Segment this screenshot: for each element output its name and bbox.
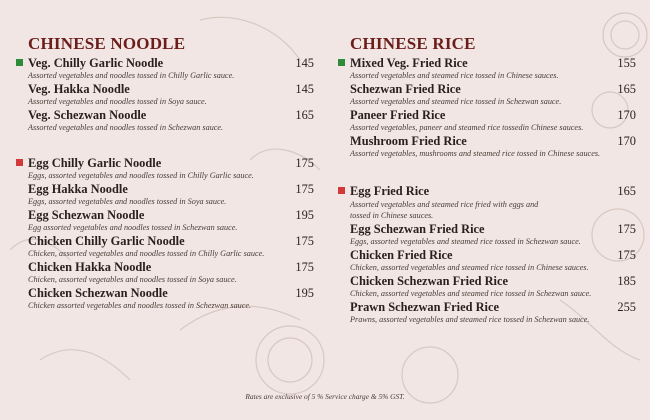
item-name: Veg. Schezwan Noodle	[28, 108, 147, 122]
item-price: 175	[295, 182, 314, 196]
item-description: Assorted vegetables, paneer and steamed rice tossedin Chinese sauces.	[350, 123, 584, 132]
item-price: 155	[617, 56, 636, 70]
noodle-bowl-illustration	[256, 326, 324, 394]
veg-marker-icon	[16, 59, 23, 66]
menu-item	[336, 134, 636, 160]
item-description: Eggs, assorted vegetables and noodles tossed in Chilly Garlic sauce.	[28, 171, 254, 180]
item-name: Mushroom Fried Rice	[350, 134, 467, 148]
section-title-noodle: CHINESE NOODLE	[28, 34, 186, 53]
item-description: Assorted vegetables, mushrooms and steamed rice tossed in Chinese sauces.	[350, 149, 601, 158]
menu-item	[336, 56, 636, 82]
menu-item	[336, 82, 636, 108]
item-price: 175	[295, 260, 314, 274]
item-description: Assorted vegetables and noodles tossed in Schezwan sauce.	[28, 123, 224, 132]
item-name: Egg Hakka Noodle	[28, 182, 128, 196]
item-description: Assorted vegetables and steamed rice tossed in Chinese sauces.	[350, 71, 559, 80]
menu-item	[336, 248, 636, 274]
item-price: 175	[295, 156, 314, 170]
footer-note: Rates are exclusive of 5 % Service charge & 5% GST.	[245, 392, 405, 401]
item-name: Chicken Schezwan Noodle	[28, 286, 168, 300]
menu-item	[14, 208, 314, 234]
menu-item	[14, 260, 314, 286]
item-description: Chicken, assorted vegetables and steamed rice tossed in Chinese sauces.	[350, 263, 589, 272]
item-description: Chicken, assorted vegetables and noodles tossed in Soya sauce.	[28, 275, 237, 284]
item-description: Chicken, assorted vegetables and steamed rice tossed in Schezwan sauce.	[350, 289, 592, 298]
item-name: Egg Schezwan Fried Rice	[350, 222, 485, 236]
item-description: Eggs, assorted vegetables and steamed rice tossed in Schezwan sauce.	[350, 237, 581, 246]
section-title-rice: CHINESE RICE	[350, 34, 476, 53]
item-price: 255	[617, 300, 636, 314]
item-name: Veg. Chilly Garlic Noodle	[28, 56, 164, 70]
item-price: 195	[295, 208, 314, 222]
menu-item	[14, 286, 314, 312]
item-price: 185	[617, 274, 636, 288]
menu-item	[336, 274, 636, 300]
item-name: Chicken Fried Rice	[350, 248, 453, 262]
veg-marker-icon	[338, 59, 345, 66]
item-description: Chicken, assorted vegetables and noodles tossed in Chilly Garlic sauce.	[28, 249, 265, 258]
item-name: Schezwan Fried Rice	[350, 82, 461, 96]
menu-item	[336, 184, 636, 222]
nonveg-rice-group	[336, 184, 636, 326]
item-price: 175	[295, 234, 314, 248]
veg-rice-group	[336, 56, 636, 160]
item-price: 175	[617, 248, 636, 262]
item-description: Assorted vegetables and noodles tossed in Soya sauce.	[28, 97, 207, 106]
menu-item	[14, 234, 314, 260]
item-price: 175	[617, 222, 636, 236]
item-name: Veg. Hakka Noodle	[28, 82, 130, 96]
item-name: Mixed Veg. Fried Rice	[350, 56, 468, 70]
item-price: 170	[617, 134, 636, 148]
menu-item	[336, 222, 636, 248]
item-description: Chicken assorted vegetables and noodles tossed in Schezwan sauce.	[28, 301, 252, 310]
item-price: 195	[295, 286, 314, 300]
garlic-illustration	[603, 13, 647, 57]
menu-item	[336, 300, 636, 326]
item-description: Assorted vegetables and steamed rice fried with eggs and tossed in Chinese sauces.	[350, 200, 539, 220]
item-description: Assorted vegetables and noodles tossed in Chilly Garlic sauce.	[28, 71, 235, 80]
item-price: 145	[295, 82, 314, 96]
item-description: Prawns, assorted vegetables and steamed rice tossed in Schezwan sauce.	[350, 315, 590, 324]
item-description: Egg assorted vegetables and noodles tossed in Schezwan sauce.	[28, 223, 238, 232]
item-name: Paneer Fried Rice	[350, 108, 446, 122]
nonveg-noodle-group	[14, 156, 314, 312]
item-price: 165	[617, 82, 636, 96]
item-name: Prawn Schezwan Fried Rice	[350, 300, 500, 314]
menu-item	[14, 82, 314, 108]
item-name: Egg Chilly Garlic Noodle	[28, 156, 162, 170]
item-description: Assorted vegetables and steamed rice tossed in Schezwan sauce.	[350, 97, 562, 106]
menu-item	[14, 182, 314, 208]
menu-item	[14, 108, 314, 134]
item-price: 165	[295, 108, 314, 122]
item-name: Chicken Schezwan Fried Rice	[350, 274, 508, 288]
item-price: 165	[617, 184, 636, 198]
veg-noodle-group	[14, 56, 314, 134]
item-price: 145	[295, 56, 314, 70]
item-description: Eggs, assorted vegetables and noodles tossed in Soya sauce.	[28, 197, 227, 206]
nonveg-marker-icon	[338, 187, 345, 194]
nonveg-marker-icon	[16, 159, 23, 166]
menu-item	[14, 156, 314, 182]
item-name: Egg Schezwan Noodle	[28, 208, 145, 222]
item-name: Egg Fried Rice	[350, 184, 430, 198]
menu-item	[336, 108, 636, 134]
item-name: Chicken Hakka Noodle	[28, 260, 152, 274]
item-price: 170	[617, 108, 636, 122]
menu-item	[14, 56, 314, 82]
item-name: Chicken Chilly Garlic Noodle	[28, 234, 185, 248]
